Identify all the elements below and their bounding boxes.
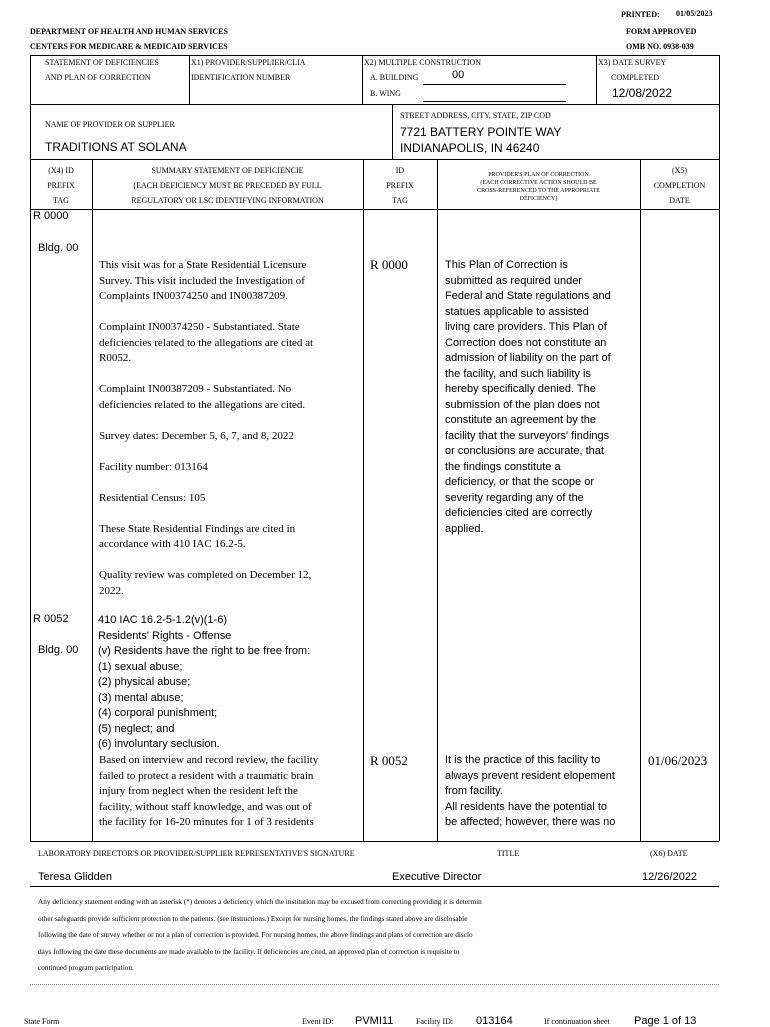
x6-date-label: (X6) DATE: [650, 849, 688, 858]
summary-line: the facility for 16-20 minutes for 1 of 3 residents: [99, 816, 314, 828]
plan-header-2: (EACH CORRECTIVE ACTION SHOULD BE: [480, 180, 597, 186]
summary-line: deficiencies related to the allegations are cited.: [99, 398, 306, 411]
plan-line: deficiencies cited are correctly: [445, 507, 593, 519]
summary-block-1: [99, 258, 361, 599]
plan-line: facility that the surveyors' findings: [445, 429, 610, 442]
facility-id-label: Facility ID:: [416, 1017, 454, 1026]
summary-line: R0052.: [99, 352, 132, 364]
summary-line: Based on interview and record review, the facility: [99, 754, 319, 766]
summary-line: Quality review was completed on December 12,: [99, 569, 312, 581]
x5-header-2: COMPLETION: [653, 181, 706, 190]
plan-header-3: CROSS-REFERENCED TO THE APPROPRIATE: [477, 188, 600, 194]
plan-line: hereby specifically denied. The: [445, 383, 596, 395]
plan-line: statues applicable to assisted: [445, 305, 589, 318]
plan-line: constitute an agreement by the: [445, 414, 597, 426]
address-line-2: INDIANAPOLIS, IN 46240: [400, 141, 540, 155]
summary-line: (3) mental abuse;: [98, 691, 184, 704]
summary-block-2: [98, 613, 360, 753]
summary-line: This visit was for a State Residential Licensure: [99, 259, 307, 271]
signer-title: Executive Director: [392, 871, 482, 883]
id-header-3: TAG: [392, 196, 408, 205]
state-form-label: State Form: [24, 1017, 60, 1026]
summary-line: injury from neglect when the resident left the: [99, 785, 298, 797]
event-id: PVMI11: [355, 1015, 394, 1027]
printed-date: 01/05/2023: [676, 9, 713, 18]
signer-name: Teresa Glidden: [38, 871, 112, 883]
summary-line: (6) involuntary seclusion.: [98, 738, 220, 750]
summary-line: [99, 475, 361, 491]
summary-line: Survey dates: December 5, 6, 7, and 8, 2022: [99, 429, 294, 442]
summary-line: 410 IAC 16.2-5-1.2(v)(1-6): [98, 614, 227, 626]
summary-line: [99, 553, 361, 569]
address-label: STREET ADDRESS, CITY, STATE, ZIP COD: [400, 111, 551, 120]
summary-line: (1) sexual abuse;: [98, 660, 183, 673]
plan-line: always prevent resident elopement: [445, 769, 615, 782]
x4-header-1: (X4) ID: [48, 166, 74, 175]
summary-line: These State Residential Findings are cited in: [99, 522, 296, 535]
summary-line: [99, 413, 361, 429]
centers-name: CENTERS FOR MEDICARE & MEDICAID SERVICES: [30, 42, 228, 51]
summary-line: (4) corporal punishment;: [98, 707, 218, 719]
plan-line: submission of the plan does not: [445, 398, 600, 411]
page-number: Page 1 of 13: [634, 1015, 697, 1027]
disclaimer-line: continued program participation.: [38, 963, 134, 972]
summary-header-3: REGULATORY OR LSC IDENTIFYING INFORMATION: [131, 196, 324, 205]
prefix-tag-r0052: R 0052: [33, 613, 69, 625]
plan-line: deficiency, or that the scope or: [445, 476, 594, 488]
x1-label-2: IDENTIFICATION NUMBER: [191, 73, 291, 82]
x5-header-3: DATE: [669, 196, 690, 205]
plan-line: be affected; however, there was no: [445, 816, 616, 828]
statement-label-2: AND PLAN OF CORRECTION: [45, 73, 151, 82]
x1-label-1: X1) PROVIDER/SUPPLIER/CLIA: [191, 58, 306, 67]
provider-label: NAME OF PROVIDER OR SUPPLIER: [45, 120, 175, 129]
summary-header-1: SUMMARY STATEMENT OF DEFICIENCIE: [151, 166, 304, 175]
disclaimer-line: days following the date these documents are made available to the facility. If deficiencies are cited, an approved plan of correction is requisite to: [38, 946, 460, 956]
building-label: A. BUILDING: [370, 73, 419, 82]
plan-block-1: [445, 258, 639, 537]
summary-line: [99, 305, 361, 321]
summary-line: [99, 506, 361, 522]
summary-line: Facility number: 013164: [99, 460, 208, 473]
plan-line: applied.: [445, 522, 484, 535]
summary-line: Complaint IN00387209 - Substantiated. No: [99, 383, 292, 395]
plan-line: admission of liability on the part of: [445, 352, 611, 364]
omb-number: OMB NO. 0938-039: [626, 42, 694, 51]
statement-label-1: STATEMENT OF DEFICIENCIES: [45, 58, 159, 67]
address-line-1: 7721 BATTERY POINTE WAY: [400, 125, 562, 139]
summary-line: failed to protect a resident with a traumatic brain: [99, 769, 314, 782]
event-id-label: Event ID:: [302, 1017, 334, 1026]
x5-header-1: (X5): [671, 166, 688, 175]
wing-label: B. WING: [370, 89, 401, 98]
plan-line: the facility, and such liability is: [445, 367, 591, 380]
id-tag-r0052: R 0052: [370, 753, 408, 768]
x4-header-2: PREFIX: [47, 181, 75, 190]
continuation-label: If continuation sheet: [544, 1017, 610, 1026]
completion-date: 01/06/2023: [648, 753, 708, 768]
summary-line: accordance with 410 IAC 16.2-5.: [99, 538, 246, 550]
signature-date: 12/26/2022: [642, 871, 698, 883]
summary-line: [99, 444, 361, 460]
prefix-tag-r0000: R 0000: [33, 210, 69, 222]
building-value: 00: [452, 69, 465, 81]
x3-label: X3) DATE SURVEY: [598, 58, 667, 67]
id-header-1: ID: [395, 166, 405, 175]
plan-line: It is the practice of this facility to: [445, 754, 601, 766]
summary-line: [99, 367, 361, 383]
summary-line: 2022.: [99, 584, 124, 597]
summary-line: facility, without staff knowledge, and was out of: [99, 800, 312, 813]
summary-line: Complaints IN00374250 and IN00387209.: [99, 290, 288, 302]
facility-id: 013164: [476, 1015, 513, 1027]
disclaimer-line: following the date of survey whether or not a plan of correction is provided. For nursing homes, the above findings and plans of correction are disclo: [38, 930, 473, 939]
plan-line: from facility.: [445, 785, 503, 797]
summary-line: (v) Residents have the right to be free from:: [98, 645, 311, 657]
plan-line: Correction does not constitute an: [445, 336, 607, 349]
form-approved: FORM APPROVED: [626, 27, 697, 36]
plan-line: or conclusions are accurate, that: [445, 445, 604, 457]
plan-line: All residents have the potential to: [445, 800, 608, 813]
printed-label: PRINTED:: [621, 10, 660, 19]
disclaimer: [38, 894, 718, 977]
plan-header: [437, 171, 640, 203]
x2-label: X2) MULTIPLE CONSTRUCTION: [364, 58, 482, 67]
id-header-2: PREFIX: [386, 181, 414, 190]
title-label: TITLE: [497, 849, 520, 858]
x4-header-3: TAG: [53, 196, 69, 205]
summary-line: Complaint IN00374250 - Substantiated. State: [99, 321, 300, 333]
plan-block-2: [445, 753, 639, 831]
plan-line: severity regarding any of the: [445, 491, 584, 504]
summary-block-3: [99, 753, 361, 831]
summary-header-2: (EACH DEFICIENCY MUST BE PRECEDED BY FULL: [133, 181, 322, 190]
summary-line: Residents' Rights - Offense: [98, 629, 232, 642]
plan-header-4: DEFICIENCY): [519, 196, 558, 202]
signature-label: LABORATORY DIRECTOR'S OR PROVIDER/SUPPLIER REPRESENTATIVE'S SIGNATURE: [38, 849, 355, 858]
plan-line: This Plan of Correction is: [445, 259, 568, 271]
completed-label: COMPLETED: [611, 73, 659, 82]
plan-line: submitted as required under: [445, 274, 582, 287]
survey-date: 12/08/2022: [612, 86, 673, 100]
summary-line: Survey. This visit included the Investigation of: [99, 274, 305, 287]
summary-line: Residential Census: 105: [99, 491, 206, 504]
disclaimer-line: other safeguards provide sufficient protection to the patients. (see instructions.) Except for nursing homes, the findings stated above are disclosable: [38, 913, 468, 923]
department-name: DEPARTMENT OF HEALTH AND HUMAN SERVICES: [30, 27, 228, 36]
summary-line: (2) physical abuse;: [98, 676, 191, 688]
id-tag-r0000: R 0000: [370, 257, 408, 272]
plan-line: living care providers. This Plan of: [445, 321, 607, 333]
plan-header-1: PROVIDER'S PLAN OF CORRECTION: [488, 172, 589, 178]
building-tag-2: Bldg. 00: [38, 644, 79, 656]
provider-name: TRADITIONS AT SOLANA: [45, 140, 187, 154]
plan-line: Federal and State regulations and: [445, 290, 611, 302]
summary-line: deficiencies related to the allegations are cited at: [99, 336, 314, 349]
plan-line: the findings constitute a: [445, 460, 561, 473]
disclaimer-line: Any deficiency statement ending with an asterisk (*) denotes a deficiency which the institution may be excused from correcting providing it is determin: [38, 897, 482, 906]
summary-line: (5) neglect; and: [98, 722, 175, 735]
building-tag-1: Bldg. 00: [38, 242, 79, 254]
